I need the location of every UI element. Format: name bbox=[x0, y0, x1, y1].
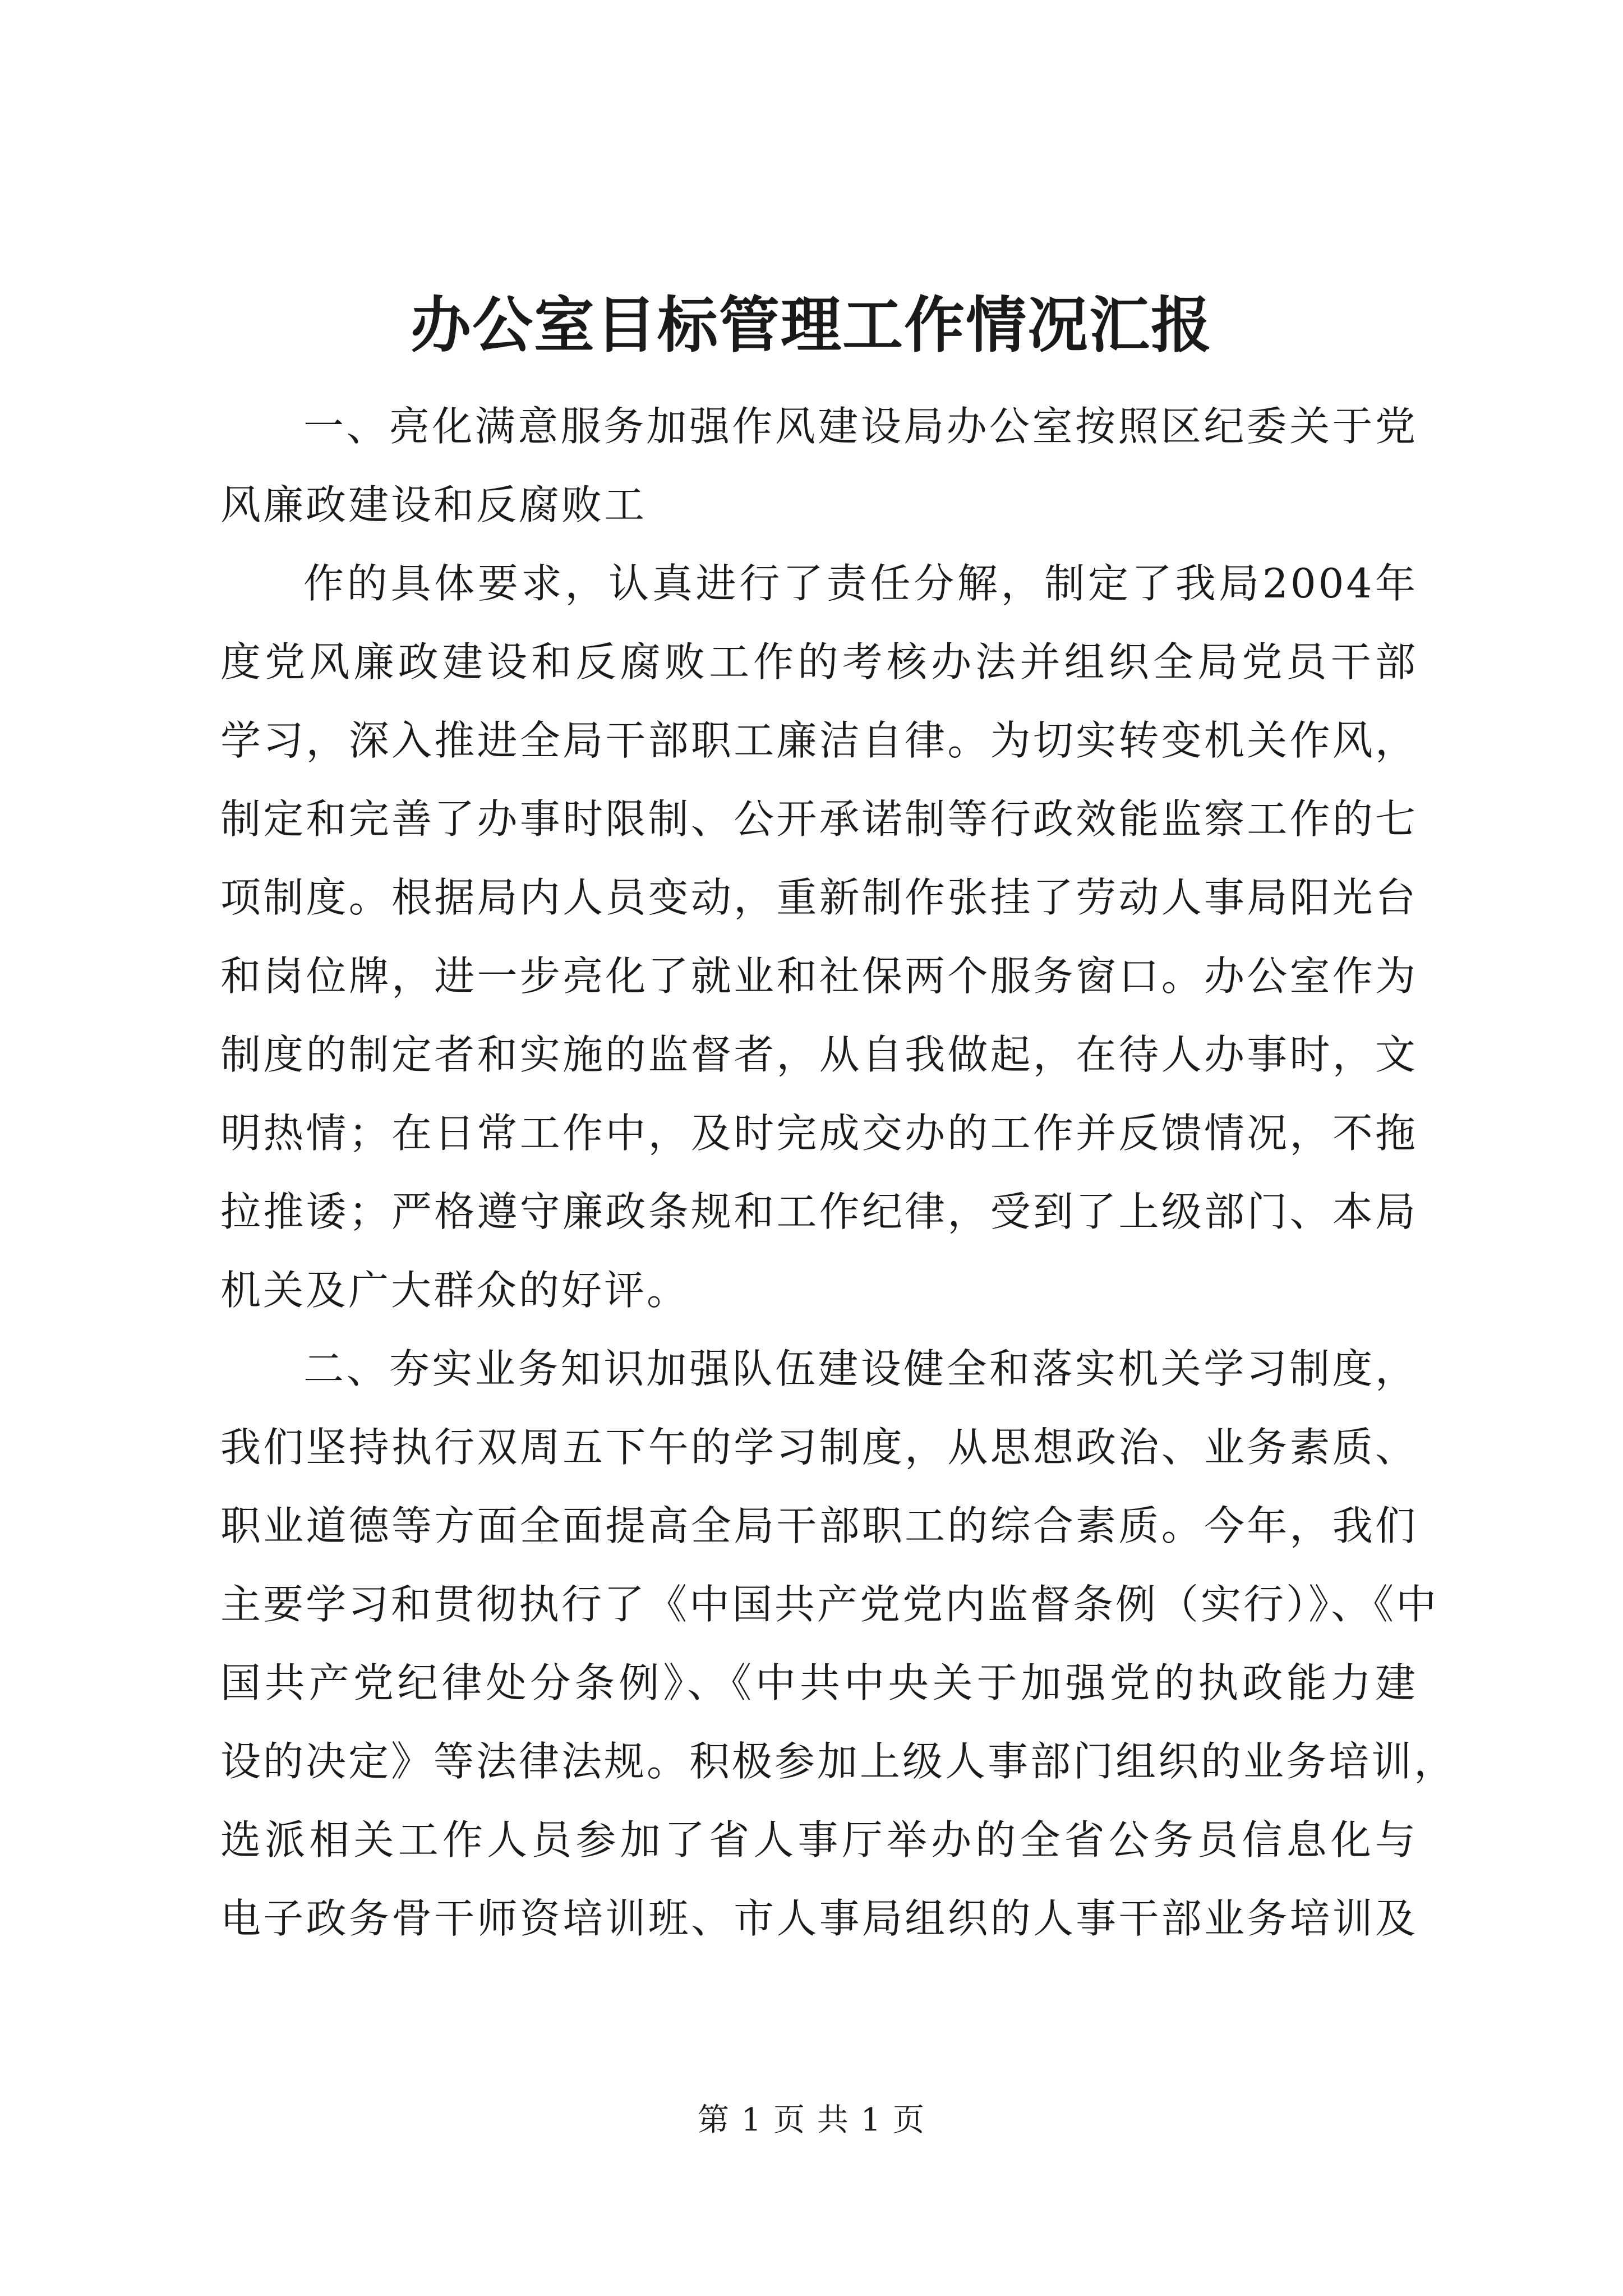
text-line: 项制度。根据局内人员变动，重新制作张挂了劳动人事局阳光台 bbox=[220, 874, 1418, 921]
text-line: 明热情；在日常工作中，及时完成交办的工作并反馈情况，不拖 bbox=[220, 1110, 1418, 1157]
document-title: 办公室目标管理工作情况汇报 bbox=[410, 290, 1212, 361]
document-body bbox=[220, 387, 1457, 1958]
text-line: 设的决定》等法律法规。积极参加上级人事部门组织的业务培训， bbox=[220, 1738, 1457, 1785]
text-line: 一、亮化满意服务加强作风建设局办公室按照区纪委关于党 bbox=[303, 403, 1418, 450]
text-line: 主要学习和贯彻执行了《中国共产党党内监督条例（实行）》、《中 bbox=[220, 1581, 1439, 1628]
text-line: 制度的制定者和实施的监督者，从自我做起，在待人办事时，文 bbox=[220, 1031, 1418, 1078]
text-line: 职业道德等方面全面提高全局干部职工的综合素质。今年，我们 bbox=[220, 1502, 1418, 1549]
text-line: 二、夯实业务知识加强队伍建设健全和落实机关学习制度， bbox=[303, 1345, 1418, 1392]
page-number-footer: 第 1 页 共 1 页 bbox=[697, 2102, 926, 2138]
text-line: 学习，深入推进全局干部职工廉洁自律。为切实转变机关作风， bbox=[220, 717, 1418, 764]
text-line: 拉推诿；严格遵守廉政条规和工作纪律，受到了上级部门、本局 bbox=[220, 1188, 1418, 1235]
text-line: 机关及广大群众的好评。 bbox=[220, 1267, 690, 1314]
text-line: 作的具体要求，认真进行了责任分解，制定了我局2004年 bbox=[303, 560, 1418, 607]
text-line: 风廉政建设和反腐败工 bbox=[220, 481, 647, 528]
text-line: 我们坚持执行双周五下午的学习制度，从思想政治、业务素质、 bbox=[220, 1424, 1418, 1471]
text-line: 度党风廉政建设和反腐败工作的考核办法并组织全局党员干部 bbox=[220, 638, 1418, 685]
text-line: 电子政务骨干师资培训班、市人事局组织的人事干部业务培训及 bbox=[220, 1895, 1418, 1942]
text-line: 国共产党纪律处分条例》、《中共中央关于加强党的执政能力建 bbox=[220, 1659, 1418, 1706]
text-line: 选派相关工作人员参加了省人事厅举办的全省公务员信息化与 bbox=[220, 1816, 1418, 1864]
text-line: 制定和完善了办事时限制、公开承诺制等行政效能监察工作的七 bbox=[220, 795, 1418, 843]
text-line: 和岗位牌，进一步亮化了就业和社保两个服务窗口。办公室作为 bbox=[220, 953, 1418, 1000]
